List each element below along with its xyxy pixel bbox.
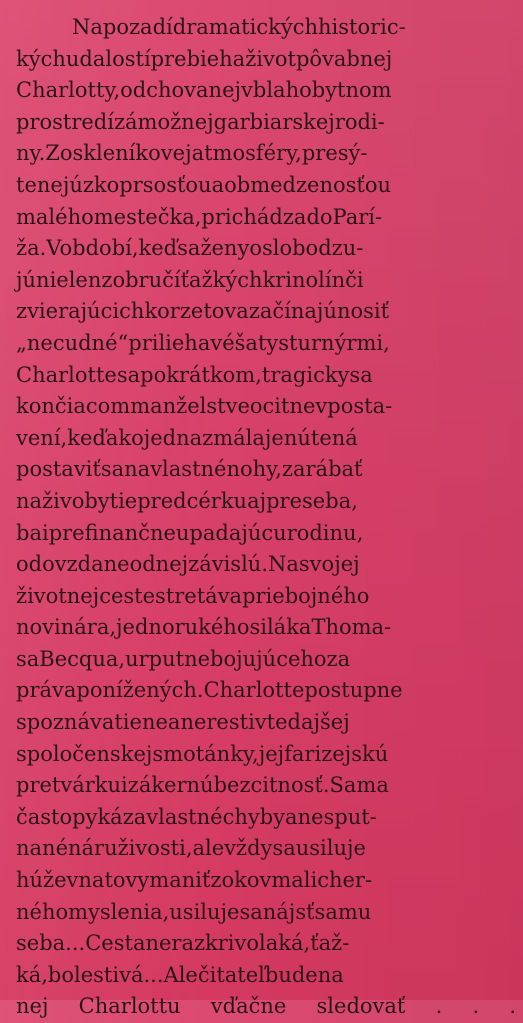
blurb-line: maléhomestečka,prichádzadoParí-	[16, 204, 383, 229]
blurb-line: baiprefinančneupadajúcurodinu,	[16, 520, 364, 545]
blurb-line: naživobytiepredcérkuajpreseba,	[16, 488, 358, 513]
blurb-line: právaponížených.Charlottepostupne	[16, 678, 403, 703]
blurb-line: spoznávatieneanerestivtedajšej	[16, 710, 350, 735]
blurb-line: zvierajúcichkorzetovazačínajúnosiť	[16, 299, 390, 324]
blurb-line: júnielenzobručíťažkýchkrinolínči	[16, 267, 364, 292]
blurb-line: životnejcestestretávapriebojného	[16, 583, 370, 608]
blurb-line: končiacommanželstveocitnevposta-	[16, 394, 393, 419]
blurb-line: Charlotty,odchovanejvblahobytnom	[16, 78, 392, 103]
blurb-line: nej Charlottu vďačne sledovať . . .	[16, 994, 516, 1019]
blurb-line: Napozadídramatickýchhistoric-	[72, 15, 406, 39]
blurb-line: néhomyslenia,usilujesanájsťsamu	[16, 899, 372, 924]
blurb-line: ža.Vobdobí,keďsaženyoslobodzu-	[16, 236, 364, 261]
blurb-text	[16, 12, 516, 1023]
blurb-line: tenejúzkoprsosťouaobmedzenosťou	[16, 172, 392, 197]
blurb-line: postaviťsanavlastnénohy,zarábať	[16, 457, 363, 482]
blurb-line: ká,bolestivá...Alečitateľbudena	[16, 962, 344, 987]
blurb-line: saBecqua,urputnebojujúcehoza	[16, 646, 351, 671]
blurb-line: ny.Zoskleníkovejatmosféry,presý-	[16, 141, 368, 166]
blurb-line: „necudné“priliehavéšatysturnýrmi,	[16, 330, 390, 355]
blurb-line: prostredízámožnejgarbiarskejrodi-	[16, 109, 385, 134]
blurb-line: pretvárkuizákernúbezcitnosť.Sama	[16, 773, 389, 798]
blurb-line: novinára,jednorukéhosilákaThoma-	[16, 615, 392, 640]
blurb-line: kýchudalostíprebiehaživotpôvabnej	[16, 46, 393, 71]
blurb-line: húževnatovymaniťzokovmalicher-	[16, 868, 373, 893]
blurb-line: častopykázavlastnéchybyanesput-	[16, 804, 377, 829]
blurb-line: Charlottesapokrátkom,tragickysa	[16, 362, 373, 387]
blurb-line: spoločenskejsmotánky,jejfarizejskú	[16, 741, 389, 766]
blurb-line: nanénáruživosti,alevždysausiluje	[16, 836, 366, 861]
blurb-line: vení,keďakojednazmálajenútená	[16, 425, 358, 450]
blurb-line: seba...Cestanerazkrivolaká,ťaž-	[16, 931, 350, 956]
blurb-line: odovzdaneodnejzávislú.Nasvojej	[16, 552, 360, 577]
